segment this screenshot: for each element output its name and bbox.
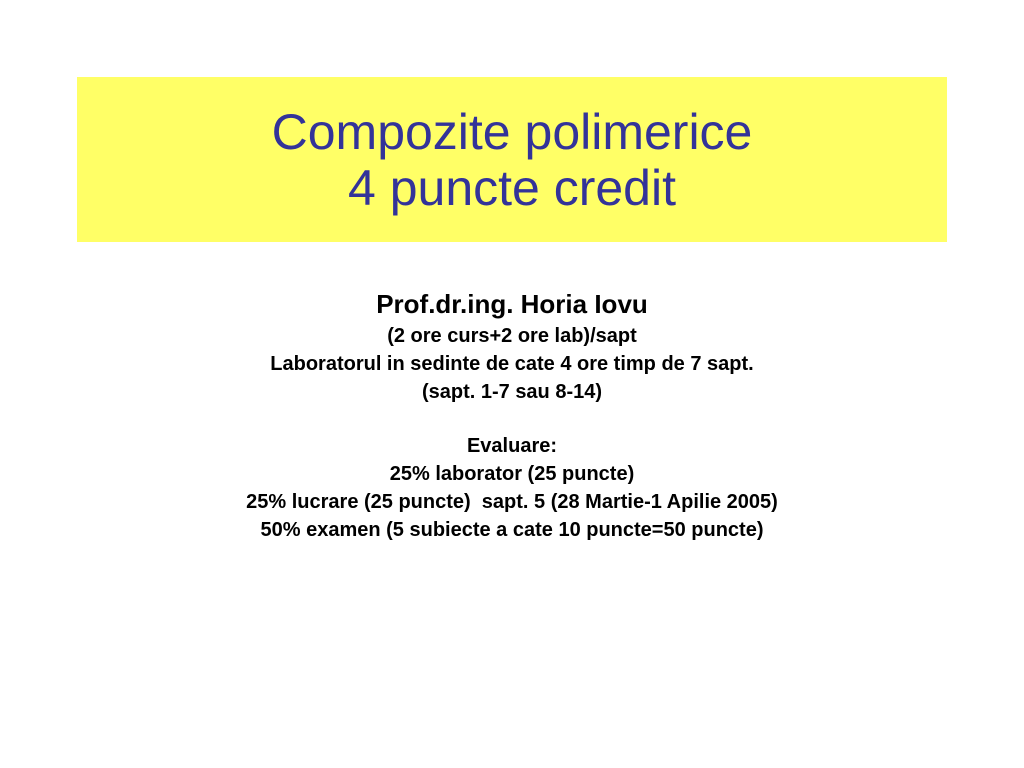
evaluation-heading: Evaluare: — [466, 435, 558, 457]
slide-title-line-1: Compozite polimerice — [271, 103, 753, 160]
evaluation-item-paper: 25% lucrare (25 puncte) sapt. 5 (28 Martie-1 Apilie 2005) — [246, 491, 778, 513]
title-box — [77, 77, 947, 242]
author-name: Prof.dr.ing. Horia Iovu — [376, 289, 648, 319]
evaluation-item-exam: 50% examen (5 subiecte a cate 10 puncte=50 puncte) — [260, 519, 764, 541]
evaluation-item-lab: 25% laborator (25 puncte) — [389, 463, 635, 485]
weeks-info: (sapt. 1-7 sau 8-14) — [421, 381, 603, 403]
slide-body — [0, 286, 1024, 544]
hours-info: (2 ore curs+2 ore lab)/sapt — [387, 325, 637, 347]
spacer — [0, 406, 1024, 432]
lab-info: Laboratorul in sedinte de cate 4 ore timp de 7 sapt. — [270, 353, 754, 375]
slide-title-line-2: 4 puncte credit — [348, 159, 676, 216]
